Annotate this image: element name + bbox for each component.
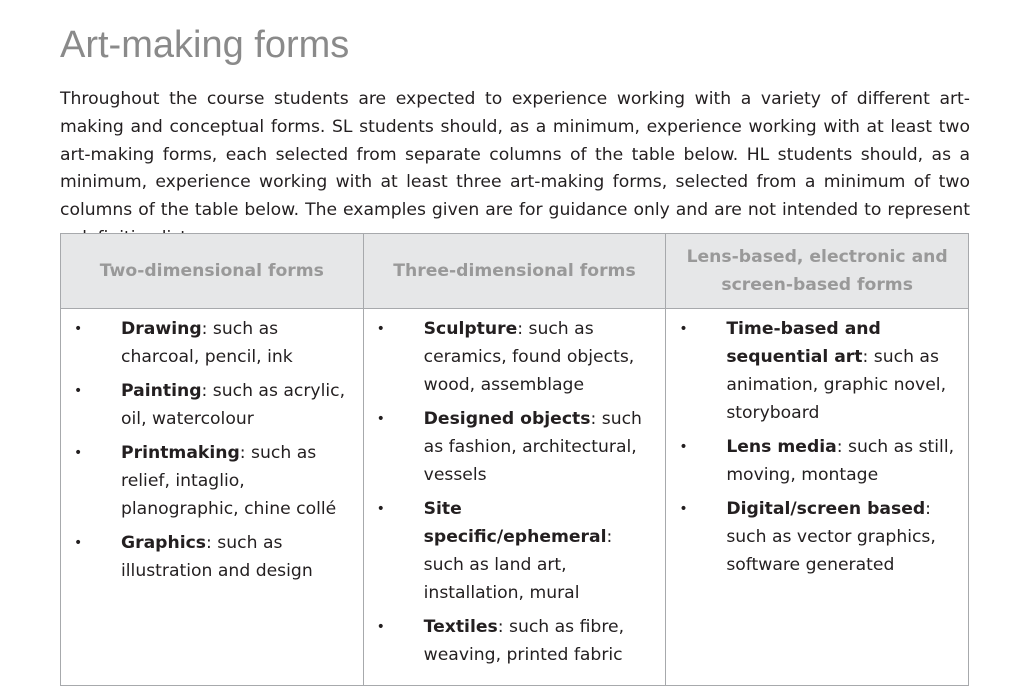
form-examples: : such as acrylic, oil, watercolour <box>121 381 346 429</box>
form-list <box>71 315 353 585</box>
table-header-row <box>61 234 969 309</box>
bullet-icon: • <box>74 445 83 461</box>
column-lens-based <box>666 309 969 686</box>
bullet-icon: • <box>74 321 83 337</box>
column-two-dimensional <box>61 309 364 686</box>
list-item <box>374 495 656 607</box>
column-header-three-dimensional: Three-dimensional forms <box>363 234 666 309</box>
bullet-icon: • <box>679 321 688 337</box>
form-examples: : such as vector graphics, software generated <box>726 499 936 575</box>
list-item <box>71 439 353 523</box>
form-examples: : such as fashion, architectural, vessels <box>423 409 642 485</box>
list-item <box>676 315 958 427</box>
list-item <box>374 315 656 399</box>
form-examples: : such as ceramics, found objects, wood, assemblage <box>423 319 635 395</box>
form-name: Graphics <box>121 533 207 553</box>
form-name: Lens media <box>726 437 837 457</box>
form-name: Textiles <box>423 617 498 637</box>
table-body-row <box>61 309 969 686</box>
list-item <box>71 377 353 433</box>
form-name: Digital/screen based <box>726 499 926 519</box>
form-examples: : such as still, moving, montage <box>726 437 955 485</box>
column-three-dimensional <box>363 309 666 686</box>
form-name: Sculpture <box>423 319 518 339</box>
bullet-icon: • <box>74 383 83 399</box>
bullet-icon: • <box>376 321 385 337</box>
form-examples: : such as land art, installation, mural <box>423 527 613 603</box>
form-examples: : such as illustration and design <box>121 533 313 581</box>
bullet-icon: • <box>376 411 385 427</box>
intro-paragraph: Throughout the course students are expected to experience working with a variety of different art-making and conceptual forms. SL students should, as a minimum, experience working with at least two art-making forms, each selected from separate columns of the table below. HL students should, as a minimum, experience working with at least three art-making forms, selected from a minimum of two columns of the table below. The examples given are for guidance only and are not intended to represent <box>60 89 970 221</box>
form-examples: : such as fibre, weaving, printed fabric <box>423 617 625 665</box>
form-name: Printmaking <box>121 443 240 463</box>
bullet-icon: • <box>679 501 688 517</box>
form-name: Designed objects <box>423 409 591 429</box>
bullet-icon: • <box>679 439 688 455</box>
page-title: Art-making forms <box>60 24 350 66</box>
form-name: Site specific/ephemeral <box>423 499 607 547</box>
bullet-icon: • <box>376 619 385 635</box>
form-examples: : such as animation, graphic novel, storyboard <box>726 347 947 423</box>
list-item <box>71 529 353 585</box>
form-name: Drawing <box>121 319 202 339</box>
list-item <box>676 433 958 489</box>
form-list <box>676 315 958 579</box>
list-item <box>71 315 353 371</box>
form-examples: : such as charcoal, pencil, ink <box>121 319 293 367</box>
list-item <box>374 405 656 489</box>
list-item <box>374 613 656 669</box>
column-header-two-dimensional: Two-dimensional forms <box>61 234 364 309</box>
art-forms-table <box>60 233 969 686</box>
bullet-icon: • <box>74 535 83 551</box>
list-item <box>676 495 958 579</box>
bullet-icon: • <box>376 501 385 517</box>
form-examples: : such as relief, intaglio, planographic, chine collé <box>121 443 337 519</box>
form-name: Painting <box>121 381 202 401</box>
form-list <box>374 315 656 669</box>
form-name: Time-based and sequential art <box>726 319 881 367</box>
column-header-lens-based: Lens-based, electronic and screen-based forms <box>666 234 969 309</box>
